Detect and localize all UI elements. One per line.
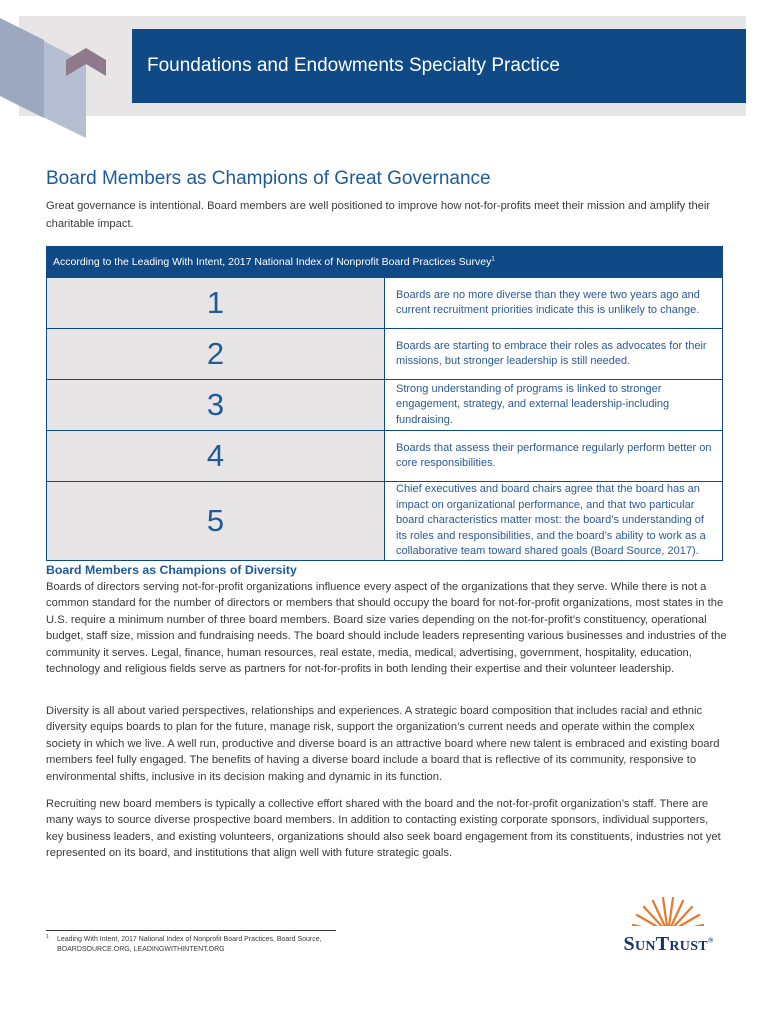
finding-number: 3 (47, 380, 385, 431)
logo-wordmark (611, 933, 726, 956)
footnote-divider (46, 930, 336, 931)
finding-text: Strong understanding of programs is linked to stronger engagement, strategy, and external leadership-including fundraising. (385, 380, 723, 431)
finding-text: Chief executives and board chairs agree that the board has an impact on organizational performance, and that two particular board characteristics matter most: the board’s understanding of its roles and responsibilities, and the board’s ability to work as a collaborative team toward shared goals (Board Source, 2017). (385, 482, 723, 561)
logo-trademark: ® (707, 936, 714, 945)
survey-table-heading: According to the Leading With Intent, 2017 National Index of Nonprofit Board Practices Survey (53, 256, 492, 268)
table-row (47, 482, 723, 561)
table-row (47, 431, 723, 482)
intro-paragraph: Great governance is intentional. Board members are well positioned to improve how not-for-profits meet their mission and amplify their charitable impact. (46, 200, 711, 230)
survey-footnote-marker: 1 (491, 256, 495, 263)
sunburst-icon (611, 895, 726, 935)
footnote-line: Leading With Intent, 2017 National Index of Nonprofit Board Practices, Board Source, (57, 936, 322, 943)
body-paragraph: Diversity is all about varied perspectives, relationships and experiences. A strategic board composition that includes racial and ethnic diversity equips boards to plan for the future, manage risk, support the organization’s current needs and operate within the complex society in which we live. A well run, productive and diverse board is an attractive board where new talent is embraced and existing board members feel fully engaged. The benefits of having a diverse board include a board that is reflective of its community, responsive to environmental shifts, inclusive in its decision making and dynamic in its function. (46, 705, 720, 783)
survey-table-heading-cell (47, 247, 723, 278)
table-row (47, 380, 723, 431)
body-paragraph: Boards of directors serving not-for-profit organizations influence every aspect of the organizations that they serve. While there is not a common standard for the number of directors or members that should occupy the board for not-for-profit organizations, most states in the U.S. require a minimum number of three board members. Board size varies depending on the not-for-profit’s constituency, operational budget, staff size, mission and fundraising needs. The board should include leaders representing various businesses and industries of the community it serves. Legal, finance, human resources, real estate, media, medical, advertising, government, hospitality, education, technology and religious fields serve as partners for not-for-profits in both lending their expertise and their volunteer leadership. (46, 581, 727, 676)
finding-number: 2 (47, 329, 385, 380)
finding-number: 5 (47, 482, 385, 561)
table-row (47, 329, 723, 380)
survey-table-header-row (47, 247, 723, 278)
logo-name: SunTrust (623, 933, 708, 955)
section-heading: Board Members as Champions of Diversity (46, 563, 297, 577)
finding-text: Boards are no more diverse than they were two years ago and current recruitment priorities indicate this is unlikely to change. (385, 278, 723, 329)
suntrust-logo (611, 895, 726, 957)
practice-title: Foundations and Endowments Specialty Practice (147, 55, 560, 76)
survey-findings-table (46, 246, 723, 561)
decorative-chevron-shape (0, 18, 110, 140)
table-row (47, 278, 723, 329)
footnote-text (57, 935, 357, 955)
footnote-marker: 1 (46, 934, 49, 940)
finding-number: 1 (47, 278, 385, 329)
practice-header-bar (132, 29, 746, 103)
finding-text: Boards that assess their performance regularly perform better on core responsibilities. (385, 431, 723, 482)
footnote-link-line: BOARDSOURCE.ORG, LEADINGWITHINTENT.ORG (57, 946, 225, 953)
page-title: Board Members as Champions of Great Governance (46, 168, 491, 189)
finding-number: 4 (47, 431, 385, 482)
finding-text: Boards are starting to embrace their roles as advocates for their missions, but stronger leadership is still needed. (385, 329, 723, 380)
body-paragraph: Recruiting new board members is typically a collective effort shared with the board and the not-for-profit organization’s staff. There are many ways to source diverse prospective board members. In addition to contacting existing corporate sponsors, individual supporters, key business leaders, and existing volunteers, organizations should also seek board engagement from its constituents, industries not yet represented on its board, and institutions that align well with future strategic goals. (46, 798, 721, 860)
